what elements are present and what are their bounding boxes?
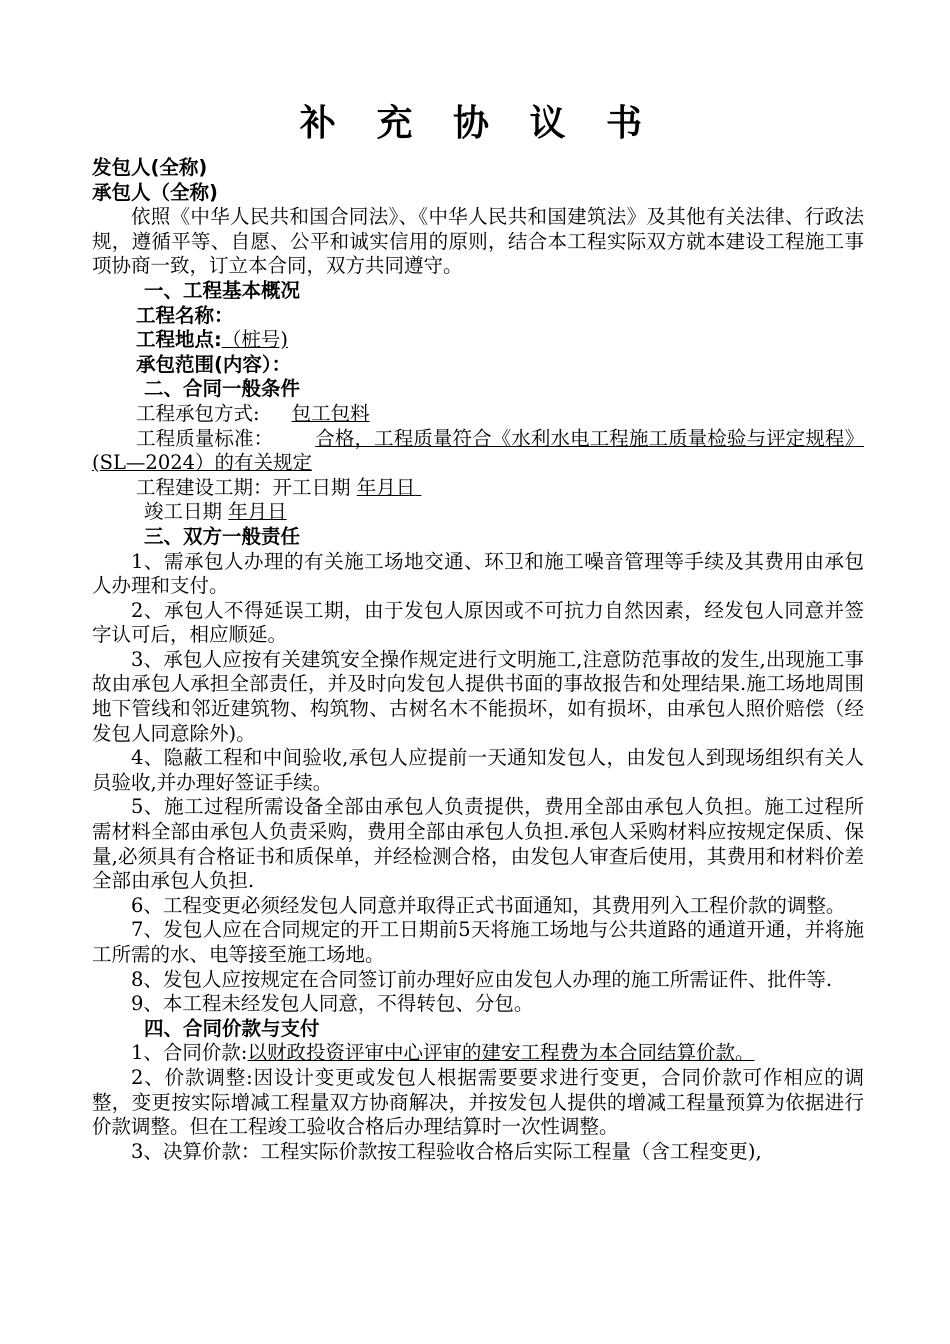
section-4-heading: 四、合同价款与支付 bbox=[144, 1016, 320, 1040]
duty-item-1: 1、需承包人办理的有关施工场地交通、环卫和施工噪音管理等手续及其费用由承包人办理和支付。 bbox=[92, 549, 864, 598]
duty-item-5: 5、施工过程所需设备全部由承包人负责提供，费用全部由承包人负担。施工过程所需材料全部由承包人负责采购，费用全部由承包人负担.承包人采购材料应按规定保质、保量,必须具有合格证书和质保单，并经检测合格，由发包人审查后使用，其费用和材料价差全部由承包人负担. bbox=[92, 795, 864, 893]
quality-standard-label: 工程质量标准： bbox=[136, 426, 274, 450]
intro-paragraph: 依照《中华人民共和国合同法》、《中华人民共和国建筑法》及其他有关法律、行政法规，遵循平等、自愿、公平和诚实信用的原则，结合本工程实际双方就本建设工程施工事项协商一致，订立本合同，双方共同遵守。 bbox=[92, 205, 864, 278]
contract-mode-label: 工程承包方式: bbox=[136, 401, 260, 425]
duty-item-9: 9、本工程未经发包人同意，不得转包、分包。 bbox=[131, 992, 534, 1016]
scope-label: 承包范围(内容）： bbox=[136, 352, 292, 376]
duty-item-3: 3、承包人应按有关建筑安全操作规定进行文明施工,注意防范事故的发生,出现施工事故由承包人承担全部责任，并及时向发包人提供书面的事故报告和处理结果.施工场地周围地下管线和邻近建筑物、构筑物、古树名木不能损坏，如有损坏，由承包人照价赔偿（经发包人同意除外)。 bbox=[92, 647, 864, 745]
final-price-paragraph: 3、决算价款：工程实际价款按工程验收合格后实际工程量（含工程变更), bbox=[131, 1139, 762, 1163]
duty-item-2: 2、承包人不得延误工期，由于发包人原因或不可抗力自然因素，经发包人同意并签字认可后，相应顺延。 bbox=[92, 598, 864, 647]
end-date-value: 年月日 bbox=[228, 500, 287, 524]
start-date-row bbox=[92, 476, 864, 501]
contract-price-label: 1、合同价款: bbox=[131, 1041, 248, 1065]
price-adjustment-paragraph: 2、价款调整:因设计变更或发包人根据需要要求进行变更，合同价款可作相应的调整，变更按实际增减工程量双方协商解决，并按发包人提供的增减工程量预算为依据进行价款调整。但在工程竣工验收合格后办理结算时一次性调整。 bbox=[92, 1065, 864, 1139]
party-a-label: 发包人(全称) bbox=[92, 156, 208, 179]
project-location-row bbox=[92, 328, 864, 353]
duty-item-7: 7、发包人应在合同规定的开工日期前5天将施工场地与公共道路的通道开通，并将施工所需的水、电等接至施工场地。 bbox=[92, 918, 864, 966]
contract-price-value: 以财政投资评审中心评审的建安工程费为本合同结算价款。 bbox=[247, 1041, 755, 1065]
quality-standard-value: 合格，工程质量符合《水利水电工程施工质量检验与评定规程》(SL—2024）的有关规定 bbox=[92, 426, 864, 475]
contract-mode-row bbox=[92, 402, 864, 427]
start-date-value: 年月日 bbox=[356, 475, 416, 499]
section-3-heading: 三、双方一般责任 bbox=[144, 524, 301, 548]
end-date-row bbox=[92, 500, 864, 525]
contract-mode-value: 包工包料 bbox=[291, 401, 370, 425]
quality-standard-row bbox=[92, 427, 864, 476]
project-location-value: （桩号) bbox=[221, 328, 288, 352]
party-b-label: 承包人（全称) bbox=[92, 180, 218, 204]
duty-item-8: 8、发包人应按规定在合同签订前办理好应由发包人办理的施工所需证件、批件等. bbox=[131, 967, 833, 991]
section-2-heading: 二、合同一般条件 bbox=[144, 377, 301, 401]
end-date-label: 竣工日期 bbox=[144, 500, 223, 524]
section-1-heading: 一、工程基本概况 bbox=[144, 278, 301, 302]
start-date-label: 工程建设工期：开工日期 bbox=[136, 475, 351, 499]
project-location-label: 工程地点: bbox=[136, 328, 222, 352]
duty-item-4: 4、隐蔽工程和中间验收,承包人应提前一天通知发包人，由发包人到现场组织有关人员验收,并办理好签证手续。 bbox=[92, 746, 864, 794]
contract-price-row bbox=[92, 1041, 864, 1066]
duty-item-6: 6、工程变更必须经发包人同意并取得正式书面通知，其费用列入工程价款的调整。 bbox=[131, 893, 846, 917]
project-name-label: 工程名称： bbox=[136, 303, 234, 327]
document-title: 补 充 协 议 书 bbox=[299, 103, 657, 144]
